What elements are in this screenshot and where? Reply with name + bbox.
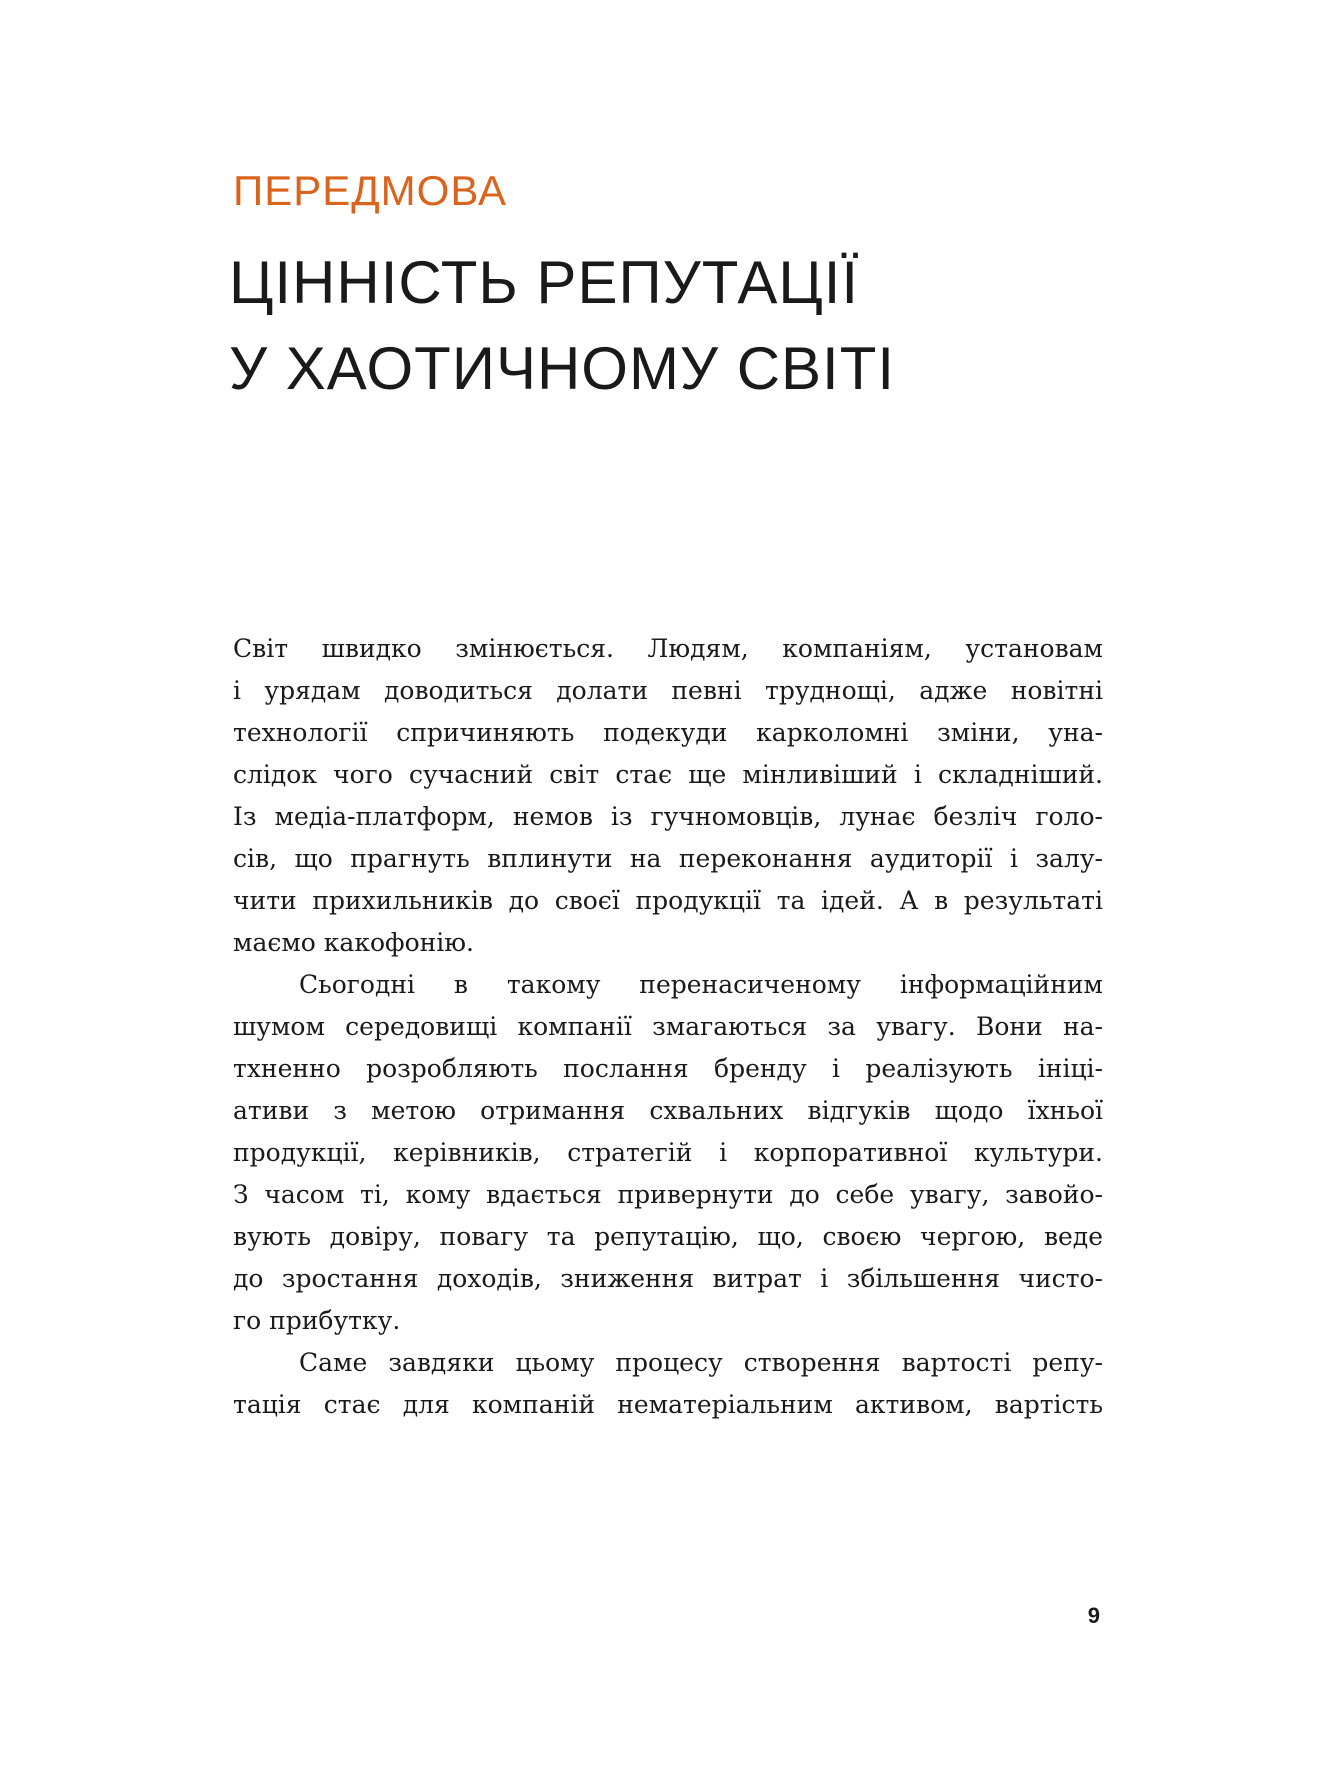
- text-line: тація стає для компаній нематеріальним активом, вартість: [233, 1390, 1103, 1419]
- text-line: технології спричиняють подекуди карколомні зміни, уна-: [233, 718, 1103, 747]
- text-line: Із медіа-платформ, немов із гучномовців, лунає безліч голо-: [233, 802, 1103, 831]
- paragraph: [233, 628, 1103, 964]
- text-line: З часом ті, кому вдається привернути до себе увагу, завойо-: [233, 1180, 1103, 1209]
- text-line: продукції, керівників, стратегій і корпоративної культури.: [233, 1138, 1103, 1167]
- chapter-title: [229, 240, 895, 412]
- text-line: до зростання доходів, зниження витрат і збільшення чисто-: [233, 1264, 1103, 1293]
- text-line: маємо какофонію.: [233, 928, 474, 957]
- chapter-label: ПЕРЕДМОВА: [233, 167, 507, 214]
- paragraph: [233, 964, 1103, 1342]
- text-line: Сьогодні в такому перенасиченому інформаційним: [299, 970, 1103, 999]
- text-line: Саме завдяки цьому процесу створення вартості репу-: [299, 1348, 1103, 1377]
- text-line: ативи з метою отримання схвальних відгуків щодо їхньої: [233, 1096, 1103, 1125]
- text-line: тхненно розробляють послання бренду і реалізують ініці-: [233, 1054, 1103, 1083]
- text-line: Світ швидко змінюється. Людям, компаніям, установам: [233, 634, 1103, 663]
- text-line: сів, що прагнуть вплинути на переконання аудиторії і залу-: [233, 844, 1103, 873]
- text-line: чити прихильників до своєї продукції та ідей. А в результаті: [233, 886, 1103, 915]
- chapter-title-line: У ХАОТИЧНОМУ СВІТІ: [229, 335, 896, 402]
- text-line: слідок чого сучасний світ стає ще мінливіший і складніший.: [233, 760, 1103, 789]
- text-line: вують довіру, повагу та репутацію, що, своєю чергою, веде: [233, 1222, 1103, 1251]
- body-text: [233, 628, 1103, 1426]
- paragraph: [233, 1342, 1103, 1426]
- page-number: 9: [1087, 1603, 1100, 1628]
- chapter-title-line: ЦІННІСТЬ РЕПУТАЦІЇ: [229, 249, 860, 316]
- text-line: шумом середовищі компанії змагаються за увагу. Вони на-: [233, 1012, 1103, 1041]
- text-line: і урядам доводиться долати певні труднощі, адже новітні: [233, 676, 1103, 705]
- text-line: го прибутку.: [233, 1306, 401, 1335]
